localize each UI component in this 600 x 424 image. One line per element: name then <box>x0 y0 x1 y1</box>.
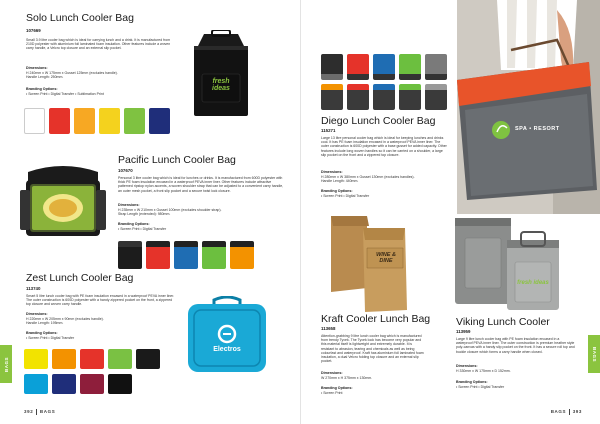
kraft-print-text: WINE & DINE <box>376 252 396 264</box>
right-page <box>300 0 600 424</box>
diego-print-text: SPA • RESORT <box>515 126 560 132</box>
zest-swatch <box>108 374 132 394</box>
zest-swatch <box>52 349 76 369</box>
zest-code: 113740 <box>26 286 41 291</box>
solo-swatch <box>124 108 145 134</box>
zest-swatch <box>80 349 104 369</box>
diego-swatch <box>399 84 421 110</box>
kraft-branding: • Screen Print <box>321 391 343 395</box>
zest-print-text: Electros <box>213 346 241 353</box>
pacific-code: 107670 <box>118 168 133 173</box>
kraft-dimensions-label: Dimensions: <box>321 371 343 375</box>
zest-branding-label: Branding Options: <box>26 331 58 335</box>
diego-dimensions: H 280mm x W 380mm x Gusset 130mm (excludes handles). Handle Length: 440mm. <box>321 175 415 184</box>
solo-bag-image <box>190 30 252 118</box>
section-tab-left: BAGS <box>0 345 12 383</box>
zest-swatch <box>136 349 160 369</box>
solo-swatch <box>49 108 70 134</box>
kraft-title: Kraft Cooler Lunch Bag <box>321 313 431 325</box>
viking-description: Large 9 litre lunch cooler bag with PE foam insulation encased in a waterproof PEVA inner liner. The outer construction is premium heather style poly-canvas with a handy slip pocket on the front. It has a secure roll top and buckle closure which forms a carry handle when closed. <box>456 337 575 354</box>
pacific-bag-image <box>18 160 108 238</box>
diego-code: 115271 <box>321 128 336 133</box>
viking-title: Viking Lunch Cooler <box>456 316 550 328</box>
zest-swatch <box>52 374 76 394</box>
diego-branding-label: Branding Options: <box>321 189 353 193</box>
left-footer <box>24 409 55 415</box>
diego-swatch <box>399 54 421 80</box>
solo-swatch <box>149 108 170 134</box>
zest-bag-image <box>186 296 268 374</box>
solo-code: 107669 <box>26 28 41 33</box>
solo-description: Small 3.9 litre cooler bag which is ideal for carrying lunch and a drink. It is manufactured from 210D polyester with aluminium foil laminated foam insulation. Other features include a woven carry handle, a Velcro top closure and an external slip pocket. <box>26 38 171 51</box>
page-number: 393 <box>572 409 582 415</box>
pacific-swatch <box>174 241 198 269</box>
kraft-bag-image <box>327 208 411 314</box>
diego-branding: • Screen Print • Digital Transfer <box>321 194 370 198</box>
solo-branding: • Screen Print • Digital Transfer • Sublimation Print <box>26 92 104 96</box>
pacific-branding-label: Branding Options: <box>118 222 150 226</box>
zest-swatch <box>24 349 48 369</box>
viking-dimensions: H 330mm x W 175mm x D 152mm. <box>456 369 511 373</box>
zest-swatch <box>108 349 132 369</box>
diego-swatch <box>321 84 343 110</box>
diego-description: Large 13 litre personal cooler bag which is ideal for keeping lunches and drinks cool. It has PE foam insulation encased in a waterproof PEVA inner liner. The outer construction is 600D polyester with a base gusset for added capacity. Other features include long woven handles so it can be carried on a shoulder, a large slip pocket on the front and a zippered top closure. <box>321 136 447 157</box>
footer-section: BAGS <box>550 409 567 415</box>
pacific-dimensions-label: Dimensions: <box>118 203 140 207</box>
diego-swatch <box>373 54 395 80</box>
diego-dimensions-label: Dimensions: <box>321 170 343 174</box>
viking-dimensions-label: Dimensions: <box>456 364 478 368</box>
right-footer <box>551 409 582 415</box>
viking-print-text: fresh ideas <box>517 280 549 286</box>
footer-section: BAGS <box>39 409 56 415</box>
diego-swatch <box>347 54 369 80</box>
diego-swatch <box>373 84 395 110</box>
page-number: 392 <box>24 409 34 415</box>
zest-description: Smart 5 litre lunch cooler bag with PE foam insulation encased in a waterproof PEVA inner liner. The outer construction is 600D polyester with a handy zippered pocket on the front, a zippered top closure and woven carry handle. <box>26 294 175 307</box>
diego-swatch <box>321 54 343 80</box>
kraft-dimensions: W 270mm x H 375mm x 130mm. <box>321 376 373 380</box>
pacific-swatch <box>230 241 254 269</box>
kraft-description: Attention-grabbing 9 litre lunch cooler bag which is manufactured from trendy Tyvek. The Tyvek look has become very popular and this material itself is lightweight and extremely durable. It is resistant to abrasion, tearing and chemicals as well as being colourfast and waterproof. Kraft has aluminium foil laminated foam insulation, a dual Velcro folding top closure and an external slip pocket. <box>321 334 424 364</box>
zest-dimensions: H 220mm x W 205mm x 90mm (excludes handle). Handle Length: 195mm. <box>26 317 104 326</box>
diego-swatch <box>425 54 447 80</box>
solo-branding-label: Branding Options: <box>26 87 58 91</box>
pacific-swatch <box>146 241 170 269</box>
solo-title: Solo Lunch Cooler Bag <box>26 12 134 24</box>
zest-dimensions-label: Dimensions: <box>26 312 48 316</box>
pacific-description: Personal 3 litre cooler bag which is ideal for lunches or drinks. It is manufactured from 600D polyester with thick PE foam insulation encased in a waterproof PEVA inner liner. Other features include attractive patterned ripstop nylon accents, a woven shoulder strap that can be adjusted to a convenient carry handle, an outer mesh pocket, a front slip pocket and a secure twist lock closure. <box>118 176 284 193</box>
zest-branding: • Screen Print • Digital Transfer <box>26 336 75 340</box>
pacific-branding: • Screen Print • Digital Transfer <box>118 227 167 231</box>
viking-bag-image <box>451 218 563 312</box>
solo-dimensions: H 240mm x W 175mm x Gusset 125mm (excludes handle). Handle Length: 250mm. <box>26 71 118 80</box>
solo-swatch <box>74 108 95 134</box>
pacific-title: Pacific Lunch Cooler Bag <box>118 154 236 166</box>
section-tab-right: BAGS <box>588 335 600 373</box>
solo-dimensions-label: Dimensions: <box>26 66 48 70</box>
viking-code: 113959 <box>456 329 471 334</box>
pacific-dimensions: H 235mm x W 210mm x Gusset 100mm (excludes shoulder strap). Strap Length (extended): 980mm. <box>118 208 222 217</box>
pacific-swatch <box>118 241 142 269</box>
solo-print-text: fresh ideas <box>212 78 230 92</box>
diego-lifestyle-photo <box>457 0 600 214</box>
viking-branding-label: Branding Options: <box>456 380 488 384</box>
diego-swatch <box>347 84 369 110</box>
kraft-code: 113658 <box>321 326 336 331</box>
zest-swatch <box>24 374 48 394</box>
pacific-swatch <box>202 241 226 269</box>
zest-swatch <box>80 374 104 394</box>
zest-title: Zest Lunch Cooler Bag <box>26 272 134 284</box>
kraft-branding-label: Branding Options: <box>321 386 353 390</box>
solo-swatch <box>99 108 120 134</box>
viking-branding: • Screen Print • Digital Transfer <box>456 385 505 389</box>
solo-swatch <box>24 108 45 134</box>
diego-title: Diego Lunch Cooler Bag <box>321 115 436 127</box>
diego-swatch <box>425 84 447 110</box>
